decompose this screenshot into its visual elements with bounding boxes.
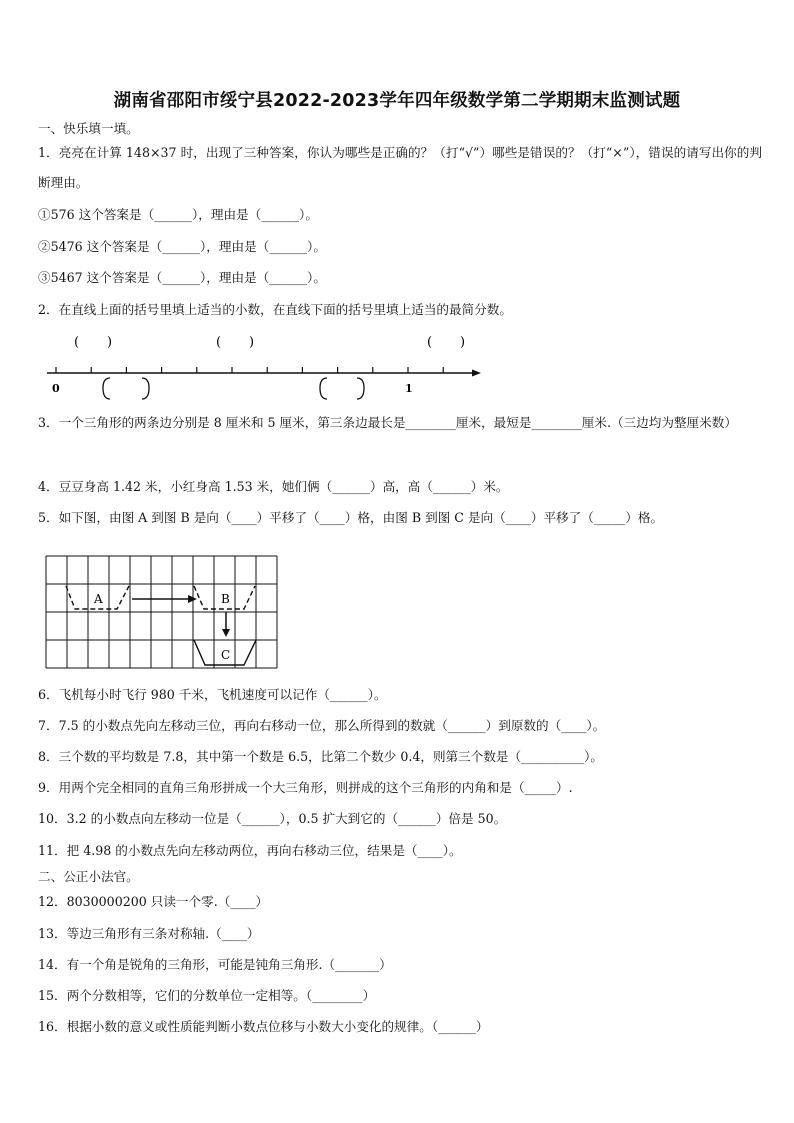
number-line-ticks bbox=[56, 367, 443, 373]
question-5-text: 5．如下图，由图 A 到图 B 是向（____）平移了（____）格，由图 B 到图 C 是向（____）平移了（_____）格。 bbox=[38, 510, 664, 525]
shape-a-label: A bbox=[94, 592, 103, 606]
question-8-text: 8．三个数的平均数是 7.8，其中第一个数是 6.5，比第二个数少 0.4，则第三个数是（__________）。 bbox=[38, 749, 603, 764]
number-line-label-1: 1 bbox=[405, 382, 413, 395]
lower-bracket-1-close bbox=[142, 378, 149, 399]
page-title: 湖南省邵阳市绥宁县2022-2023学年四年级数学第二学期期末监测试题 bbox=[113, 91, 681, 111]
lower-bracket-1 bbox=[103, 378, 110, 399]
question-6-text: 6．飞机每小时飞行 980 千米，飞机速度可以记作（______）。 bbox=[38, 687, 387, 702]
question-4-text: 4．豆豆身高 1.42 米，小红身高 1.53 米，她们俩（______）高，高（______）米。 bbox=[38, 479, 509, 494]
question-14-text: 14．有一个角是锐角的三角形，可能是钝角三角形.（_______） bbox=[38, 957, 392, 972]
question-7-text: 7．7.5 的小数点先向左移动三位，再向右移动一位，那么所得到的数就（______）到原数的（____）。 bbox=[38, 718, 606, 733]
question-1-option-c: ③5467 这个答案是（______），理由是（______）。 bbox=[38, 270, 326, 285]
lower-bracket-2-close bbox=[357, 378, 364, 399]
question-3-text: 3．一个三角形的两条边分别是 8 厘米和 5 厘米，第三条边最长是________厘米，最短是________厘米.（三边均为整厘米数） bbox=[38, 415, 737, 430]
upper-paren-open-3: ( bbox=[427, 335, 433, 350]
lower-bracket-2 bbox=[320, 378, 327, 399]
question-1-option-b: ②5476 这个答案是（______），理由是（______）。 bbox=[38, 239, 326, 254]
number-line-figure bbox=[40, 330, 490, 402]
number-line-arrow bbox=[472, 370, 481, 377]
grid-lines bbox=[46, 556, 277, 668]
section-heading-1: 一、快乐填一填。 bbox=[38, 121, 139, 136]
shape-c-label: C bbox=[221, 648, 231, 662]
arrow-b-to-c-head bbox=[222, 629, 230, 637]
upper-paren-close-2: ) bbox=[249, 335, 255, 350]
question-1-text: 1．亮亮在计算 148×37 时，出现了三种答案，你认为哪些是正确的？（打“√”）哪些是错误的？（打“×”），错误的请写出你的判断理由。 bbox=[38, 145, 762, 190]
upper-paren-close-3: ) bbox=[460, 335, 466, 350]
question-16-text: 16．根据小数的意义或性质能判断小数点位移与小数大小变化的规律。（______） bbox=[38, 1019, 489, 1034]
number-line-label-0: 0 bbox=[52, 382, 60, 395]
question-13-text: 13．等边三角形有三条对称轴.（____） bbox=[38, 926, 260, 941]
translation-grid-figure bbox=[44, 553, 284, 671]
section-heading-2: 二、公正小法官。 bbox=[38, 869, 139, 884]
question-1-option-a: ①576 这个答案是（______），理由是（______）。 bbox=[38, 207, 318, 222]
question-12-text: 12．8030000200 只读一个零.（____） bbox=[38, 894, 269, 909]
upper-paren-open-2: ( bbox=[216, 335, 222, 350]
question-9-text: 9．用两个完全相同的直角三角形拼成一个大三角形，则拼成的这个三角形的内角和是（_____）. bbox=[38, 780, 573, 795]
question-2-text: 2．在直线上面的括号里填上适当的小数，在直线下面的括号里填上适当的最简分数。 bbox=[38, 302, 512, 317]
question-10-text: 10．3.2 的小数点向左移动一位是（______），0.5 扩大到它的（______）倍是 50。 bbox=[38, 811, 507, 826]
upper-paren-open-1: ( bbox=[74, 335, 80, 350]
shape-b-label: B bbox=[221, 592, 230, 606]
question-15-text: 15．两个分数相等，它们的分数单位一定相等。（________） bbox=[38, 988, 376, 1003]
upper-paren-close-1: ) bbox=[107, 335, 113, 350]
question-11-text: 11．把 4.98 的小数点先向左移动两位，再向右移动三位，结果是（____）。 bbox=[38, 843, 462, 858]
